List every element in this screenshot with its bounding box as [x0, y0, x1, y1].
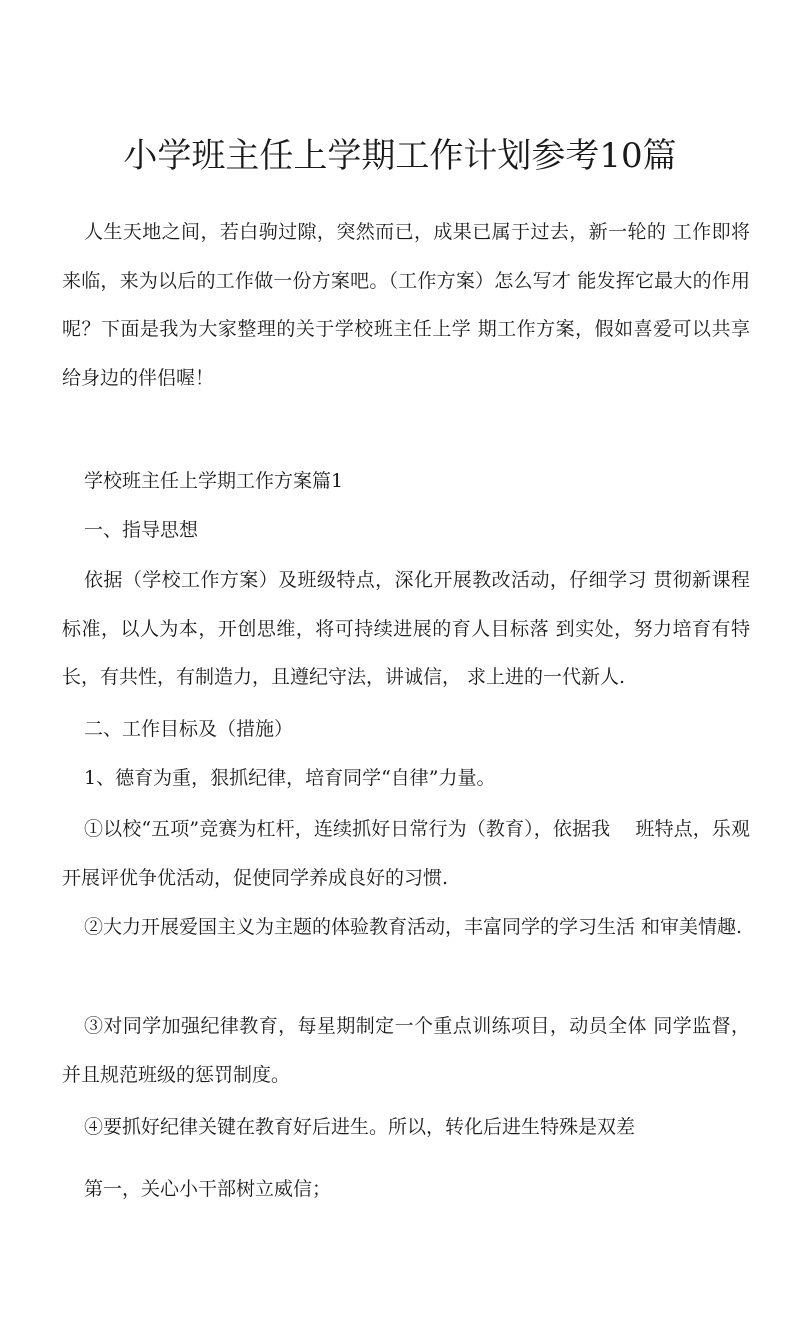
- guiding-thought-paragraph: 依据（学校工作方案）及班级特点，深化开展教改活动，仔细学习 贯彻新课程标准，以人为本，开创思维，将可持续进展的育人目标落 到实处，努力培育有特长，有共性，有制造力，且遵纪守法，讲诚信， 求上进的一代新人.: [62, 569, 750, 689]
- intro-paragraph: 人生天地之间，若白驹过隙，突然而已，成果已属于过去，新一轮的 工作即将来临，来为以后的工作做一份方案吧。（工作方案）怎么写才 能发挥它最大的作用呢？下面是我为大家整理的关于学校班主任上学 期工作方案，假如喜爱可以共享给身边的伴侣喔！: [62, 221, 750, 390]
- section-title: 学校班主任上学期工作方案篇1: [84, 470, 344, 492]
- item-discipline: ③对同学加强纪律教育，每星期制定一个重点训练项目，动员全体 同学监督，并且规范班级的惩罚制度。: [62, 1015, 750, 1086]
- item-moral-education: 1、德育为重，狠抓纪律，培育同学“自律”力量。: [84, 767, 496, 789]
- item-underachievers: ④要抓好纪律关键在教育好后进生。所以，转化后进生特殊是双差: [84, 1116, 636, 1138]
- item-first-cadres: 第一，关心小干部树立威信；: [84, 1178, 332, 1200]
- item-competition: ①以校“五项”竞赛为杠杆，连续抓好日常行为（教育），依据我 班特点，乐观开展评优争优活动，促使同学养成良好的习惯.: [62, 818, 750, 889]
- item-patriotism: ②大力开展爱国主义为主题的体验教育活动，丰富同学的学习生活 和审美情趣.: [84, 916, 743, 938]
- document-title: 小学班主任上学期工作计划参考10篇: [123, 136, 677, 176]
- heading-goals-measures: 二、工作目标及（措施）: [84, 718, 294, 740]
- heading-guiding-thought: 一、指导思想: [84, 519, 199, 541]
